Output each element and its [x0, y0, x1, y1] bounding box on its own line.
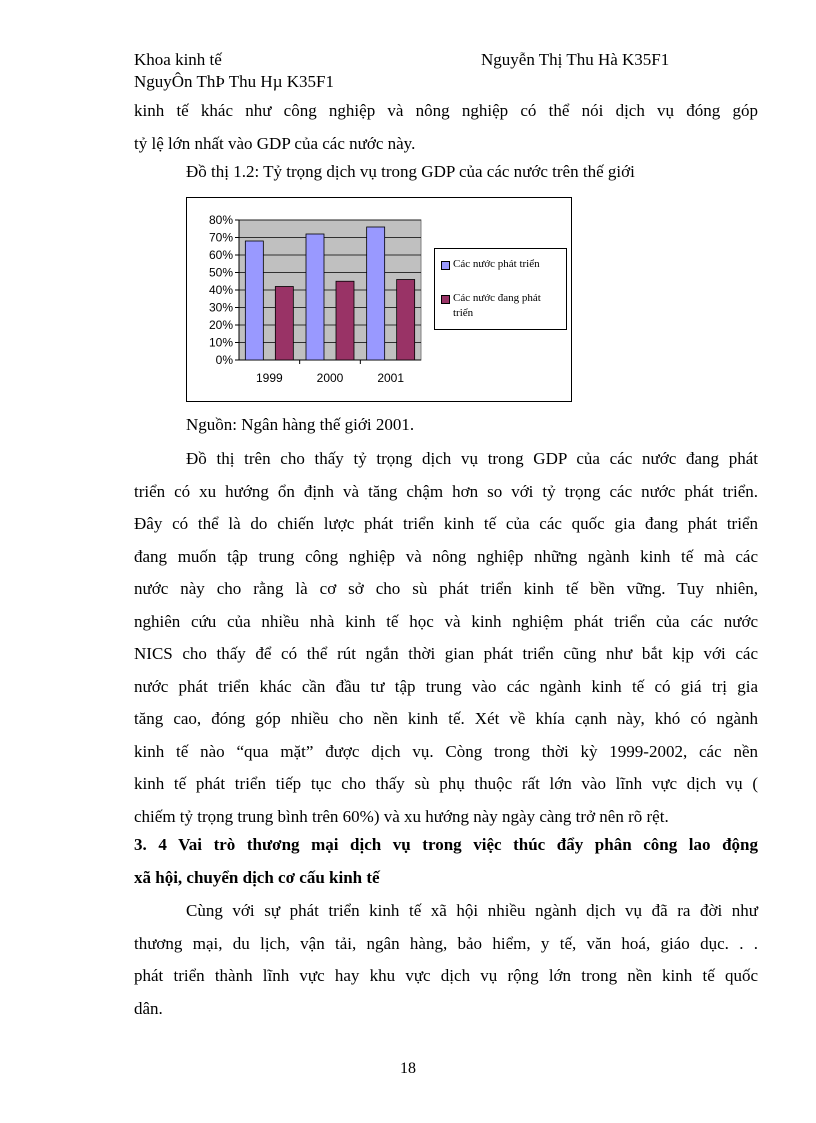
- legend-item-developing-1: Các nước đang phát: [453, 292, 541, 304]
- chart-caption: Đồ thị 1.2: Tỷ trọng dịch vụ trong GDP của các nước trên thế giới: [186, 162, 635, 181]
- x-tick-label: 2001: [377, 371, 405, 385]
- paragraph-line: tăng cao, đóng góp nhiều cho nền kinh tế. Xét về khía cạnh này, khó có ngành: [134, 709, 758, 728]
- bar-2000-developed: [306, 234, 324, 360]
- paragraph-line: Cùng với sự phát triển kinh tế xã hội nhiều ngành dịch vụ đã ra đời như: [186, 901, 758, 920]
- paragraph-line: chiếm tỷ trọng trung bình trên 60%) và xu hướng này ngày càng trở nên rõ rệt.: [134, 806, 669, 826]
- y-tick-label: 10%: [208, 335, 233, 350]
- paragraph-line: đang muốn tập trung công nghiệp và nông nghiệp những ngành kinh tế mà các: [134, 546, 758, 566]
- y-tick-label: 50%: [208, 265, 233, 280]
- paragraph-line: nước phát triển khác cần đầu tư tập trung vào các ngành kinh tế có giá trị gia: [134, 676, 758, 696]
- header-right: Nguyễn Thị Thu Hà K35F1: [481, 50, 670, 69]
- bar-1999-developed: [245, 241, 263, 360]
- bar-2000-developing: [336, 281, 354, 360]
- y-tick-label: 80%: [208, 213, 233, 227]
- y-tick-label: 60%: [208, 248, 233, 262]
- legend-item-developed: Các nước phát triển: [453, 258, 540, 270]
- y-tick-label: 30%: [208, 300, 233, 315]
- header-left: Khoa kinh tế: [134, 50, 222, 69]
- chart-source: Nguồn: Ngân hàng thế giới 2001.: [186, 415, 415, 434]
- paragraph-line: dân.: [134, 998, 163, 1018]
- y-tick-label: 40%: [208, 283, 233, 297]
- page-number: 18: [400, 1060, 416, 1077]
- section-heading: [134, 829, 758, 894]
- chart-legend: [434, 248, 567, 330]
- section-heading-line: 3. 4 Vai trò thương mại dịch vụ trong việc thúc đẩy phân công lao động: [134, 835, 758, 854]
- paragraph-1: [134, 443, 758, 833]
- paragraph-line: kinh tế nào “qua mặt” được dịch vụ. Còng trong thời kỳ 1999-2002, các nền: [134, 741, 758, 761]
- bar-2001-developed: [367, 227, 385, 360]
- intro-line: tỷ lệ lớn nhất vào GDP của các nước này.: [134, 133, 416, 153]
- paragraph-line: triển có xu hướng ổn định và tăng chậm hơn so với tỷ trọng các nước phát triển.: [134, 481, 758, 501]
- paragraph-line: phát triển thành lĩnh vực hay khu vực dịch vụ rộng lớn trong nền kinh tế quốc: [134, 966, 758, 985]
- legend-item-developing-2: triển: [453, 307, 474, 319]
- bar-2001-developing: [397, 280, 415, 361]
- legend-swatch-developing: [441, 295, 450, 304]
- x-tick-label: 2000: [316, 371, 344, 385]
- intro-paragraph: [134, 95, 758, 160]
- y-tick-label: 70%: [208, 230, 233, 245]
- paragraph-line: NICS cho thấy để có thể rút ngắn thời gian phát triển cũng như bắt kịp với các: [134, 644, 758, 663]
- paragraph-line: Đây có thể là do chiến lược phát triển kinh tế của các quốc gia đang phát triển: [134, 514, 758, 533]
- paragraph-2: [134, 895, 758, 1025]
- paragraph-line: thương mại, du lịch, vận tải, ngân hàng, bảo hiểm, y tế, văn hoá, giáo dục. . .: [134, 933, 758, 953]
- paragraph-line: Đồ thị trên cho thấy tỷ trọng dịch vụ trong GDP của các nước đang phát: [186, 449, 758, 468]
- header-garbled-name: NguyÔn ThÞ Thu Hµ K35F1: [134, 72, 334, 91]
- x-tick-label: 1999: [255, 371, 283, 385]
- paragraph-line: nước này cho rằng là cơ sở cho sù phát triển kinh tế bền vững. Tuy nhiên,: [134, 579, 758, 598]
- bar-1999-developing: [275, 287, 293, 361]
- y-tick-label: 20%: [208, 318, 233, 332]
- legend-swatch-developed: [441, 261, 450, 270]
- paragraph-line: nghiên cứu của nhiều nhà kinh tế học và kinh nghiệm phát triển của các nước: [134, 611, 758, 631]
- paragraph-line: kinh tế phát triển tiếp tục cho thấy sù phụ thuộc rất lớn vào lĩnh vực dịch vụ (: [134, 774, 758, 793]
- y-tick-label: 0%: [215, 353, 233, 367]
- section-heading-line: xã hội, chuyển dịch cơ cấu kinh tế: [134, 867, 380, 887]
- intro-line: kinh tế khác như công nghiệp và nông nghiệp có thể nói dịch vụ đóng góp: [134, 101, 758, 120]
